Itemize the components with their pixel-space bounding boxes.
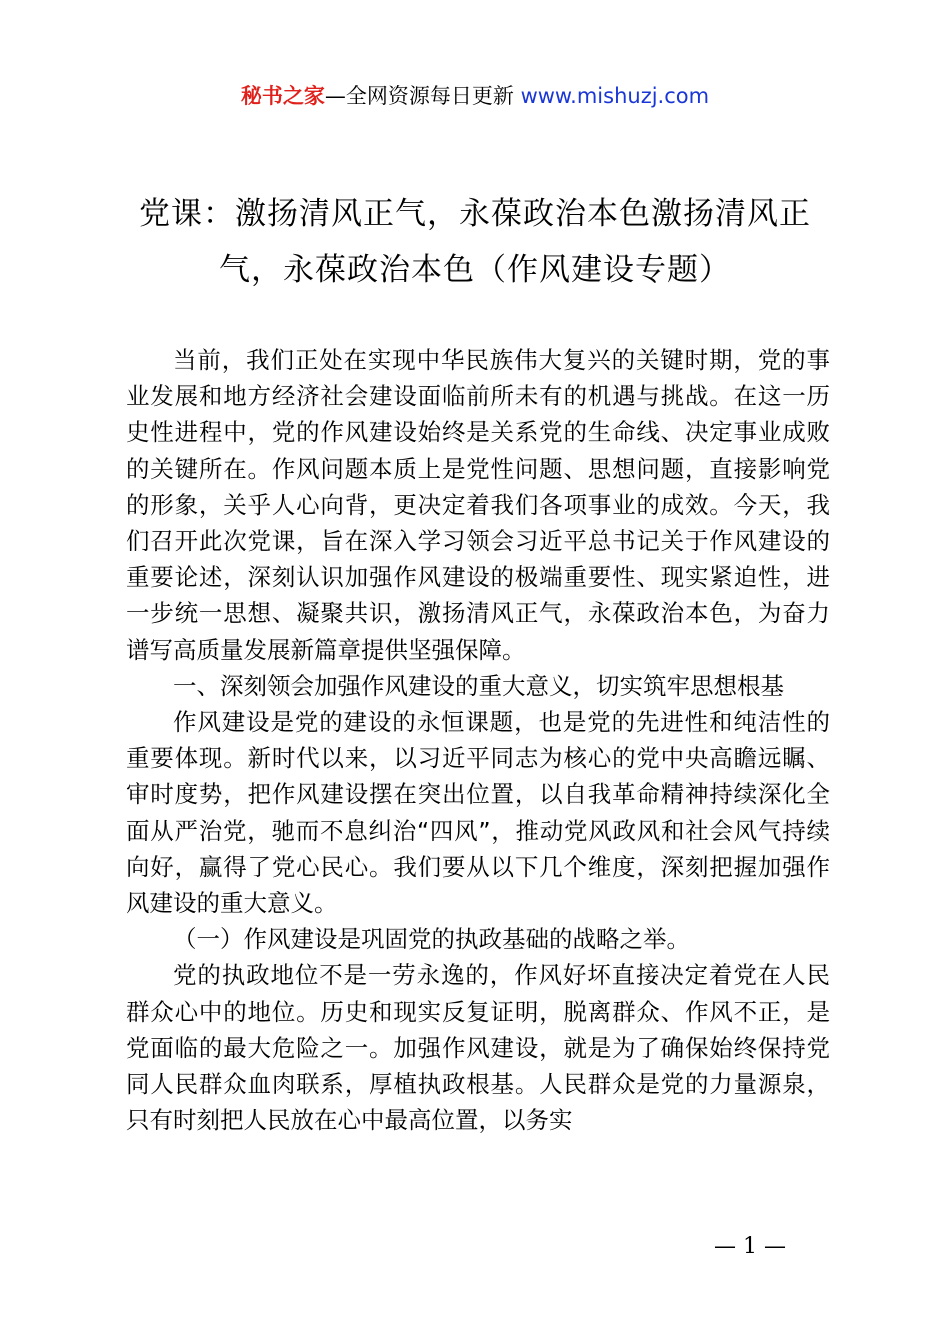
section-heading: 一、深刻领会加强作风建设的重大意义，切实筑牢思想根基 [173, 671, 784, 700]
site-header [0, 80, 950, 112]
paragraph-intro: 当前，我们正处在实现中华民族伟大复兴的关键时期，党的事业发展和地方经济社会建设面临前所未有的机遇与挑战。在这一历史性进程中，党的作风建设始终是关系党的生命线、决定事业成败的关键所在。作风问题本质上是党性问题、思想问题，直接影响党的形象，关乎人心向背，更决定着我们各项事业的成效。今天，我们召开此次党课，旨在深入学习领会习近平总书记关于作风建设的重要论述，深刻认识加强作风建设的极端重要性、现实紧迫性，进一步统一思想、凝聚共识，激扬清风正气，永葆政治本色，为奋力谱写高质量发展新篇章提供坚强保障。 [126, 346, 830, 664]
paragraph: 党的执政地位不是一劳永逸的，作风好坏直接决定着党在人民群众心中的地位。历史和现实反复证明，脱离群众、作风不正，是党面临的最大危险之一。加强作风建设，就是为了确保始终保持党同人民群众血肉联系，厚植执政根基。人民群众是党的力量源泉，只有时刻把人民放在心中最高位置，以务实 [126, 961, 830, 1135]
page-number: — 1 — [714, 1234, 786, 1259]
subsection-heading: （一）作风建设是巩固党的执政基础的战略之举。 [173, 925, 690, 954]
document-title: 党课：激扬清风正气，永葆政治本色激扬清风正气，永葆政治本色（作风建设专题） [139, 196, 811, 288]
brand-name: 秘书之家 [240, 84, 325, 108]
document-body [126, 342, 830, 1138]
header-slogan: —全网资源每日更新 [324, 84, 521, 108]
paragraph: 作风建设是党的建设的永恒课题，也是党的先进性和纯洁性的重要体现。新时代以来，以习近平同志为核心的党中央高瞻远瞩、审时度势，把作风建设摆在突出位置，以自我革命精神持续深化全面从严治党，驰而不息纠治“四风”，推动党风政风和社会风气持续向好，赢得了党心民心。我们要从以下几个维度，深刻把握加强作风建设的重大意义。 [126, 708, 830, 918]
site-url-link[interactable]: www.mishuzj.com [520, 84, 710, 108]
